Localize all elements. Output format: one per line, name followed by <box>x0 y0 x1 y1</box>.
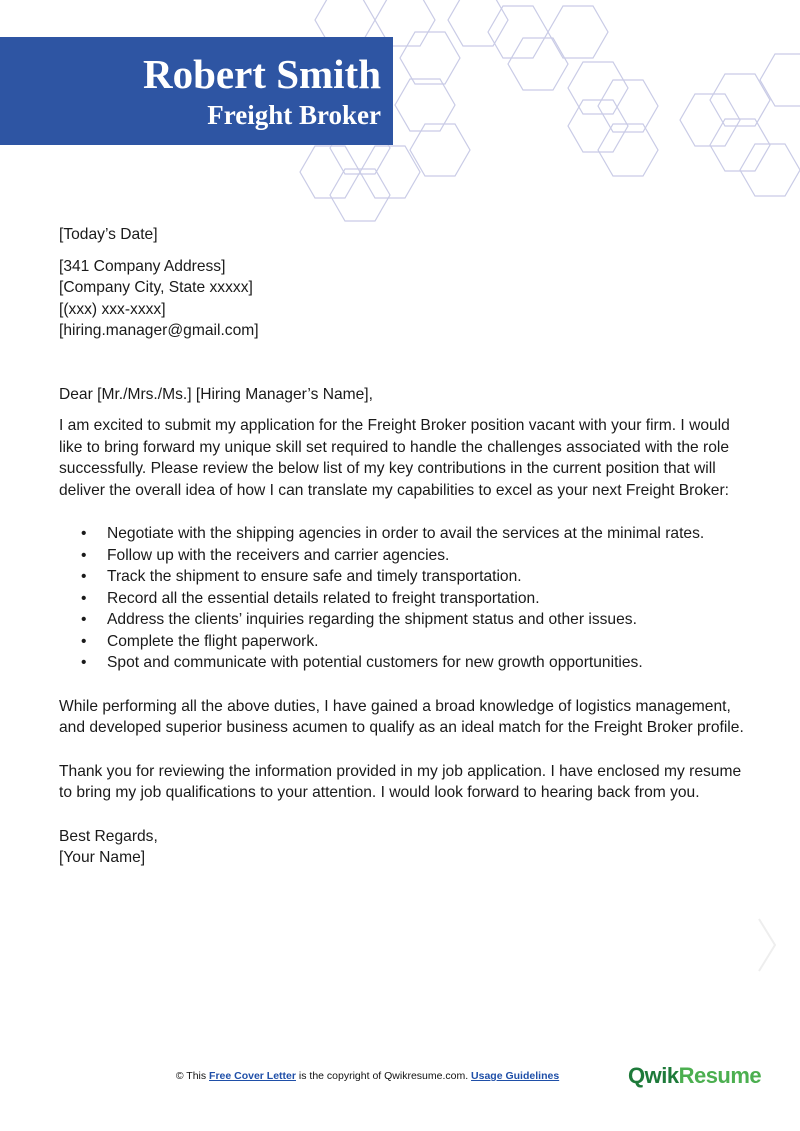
list-item: • Complete the flight paperwork. <box>107 631 749 653</box>
usage-guidelines-link[interactable]: Usage Guidelines <box>471 1070 560 1082</box>
letter-date: [Today’s Date] <box>59 226 158 243</box>
address-line: [Company City, State xxxxx] <box>59 279 253 296</box>
footer-prefix: © This <box>175 1070 210 1082</box>
header-band <box>0 37 393 145</box>
duties-list <box>59 523 749 674</box>
address-line: [(xxx) xxx-xxxx] <box>59 300 166 318</box>
sign-off: Best Regards, <box>59 827 158 845</box>
copyright-footer <box>0 1070 735 1082</box>
closing-paragraph: Thank you for reviewing the information provided in my job application. I have enclosed my resume to bring my job qualifications to your attention. I would look forward to hearing back from you. <box>59 762 742 801</box>
qwikresume-logo[interactable] <box>628 1063 761 1089</box>
free-cover-letter-link[interactable]: Free Cover Letter <box>209 1070 296 1082</box>
candidate-title: Freight Broker <box>207 100 381 130</box>
list-item: • Negotiate with the shipping agencies in order to avail the services at the minimal rates. <box>107 523 749 545</box>
candidate-name: Robert Smith <box>142 51 381 97</box>
list-item: • Spot and communicate with potential customers for new growth opportunities. <box>107 652 749 674</box>
address-line: [341 Company Address] <box>59 257 226 275</box>
chevron-right-icon <box>755 915 779 975</box>
logo-part-qwik: Qwik <box>628 1063 679 1088</box>
list-item: • Follow up with the receivers and carrier agencies. <box>107 545 749 567</box>
letter-body <box>59 224 749 869</box>
logo-part-resume: Resume <box>678 1063 762 1088</box>
list-item: • Track the shipment to ensure safe and timely transportation. <box>107 566 749 588</box>
address-line: [hiring.manager@gmail.com] <box>59 322 259 339</box>
footer-middle: is the copyright of Qwikresume.com. <box>295 1070 472 1082</box>
list-item: • Address the clients’ inquiries regarding the shipment status and other issues. <box>107 609 749 631</box>
intro-paragraph: I am excited to submit my application for the Freight Broker position vacant with your firm. I would like to bring forward my unique skill set required to handle the challenges associated with the role successfully. Please review the below list of my key contributions in the current position that will deliver the overall idea of how I can translate my capabilities to excel as your next Freight Broker: <box>59 417 730 499</box>
list-item: • Record all the essential details related to freight transportation. <box>107 588 749 610</box>
recipient-address <box>59 256 749 342</box>
body-paragraph: While performing all the above duties, I have gained a broad knowledge of logistics management, and developed superior business acumen to qualify as an ideal match for the Freight Broker profile. <box>59 697 744 736</box>
signature: [Your Name] <box>59 849 146 866</box>
salutation: Dear [Mr./Mrs./Ms.] [Hiring Manager’s Name], <box>59 385 373 403</box>
